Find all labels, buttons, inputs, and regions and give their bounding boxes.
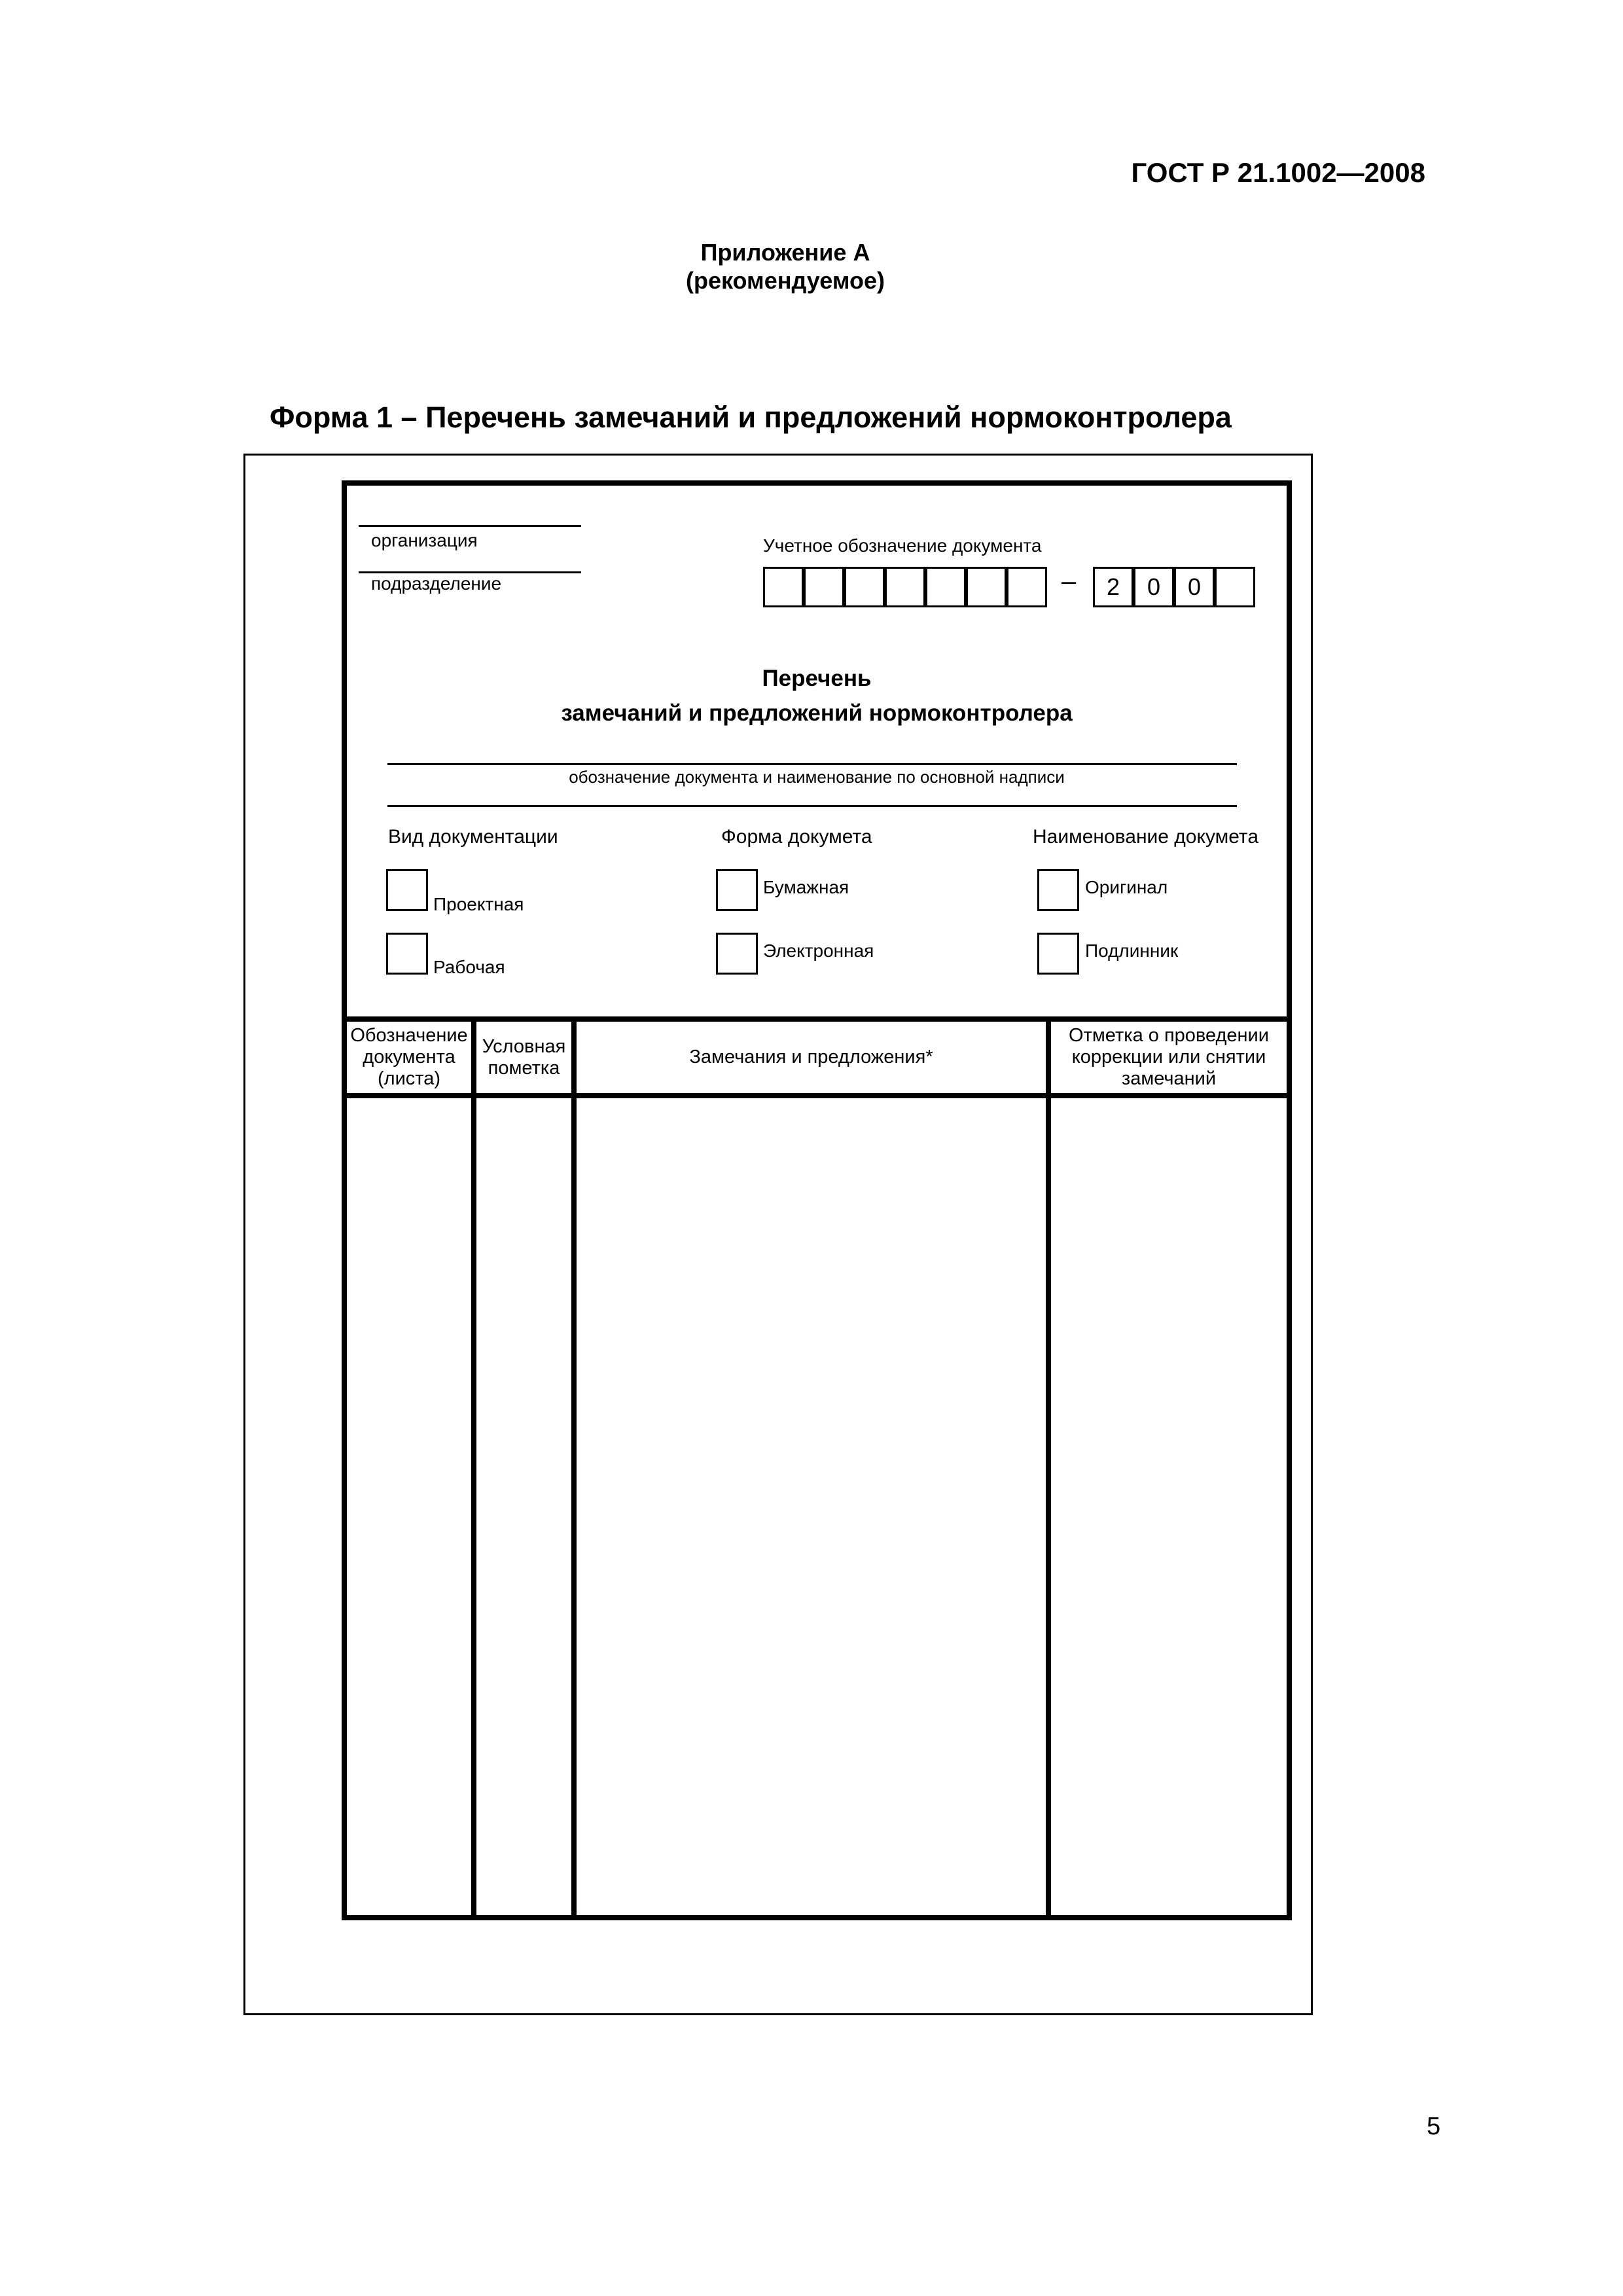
doc-designation-line-2 [387, 805, 1237, 807]
option-proektnaya: Проектная [433, 894, 524, 914]
table-col-divider-2 [571, 1016, 577, 1920]
code-dash: – [1061, 567, 1077, 596]
doc-designation-line [387, 763, 1237, 765]
form-title: Форма 1 – Перечень замечаний и предложений нормоконтролера [270, 401, 1232, 434]
checkbox-original[interactable] [1037, 869, 1079, 911]
doc-code-cell[interactable] [885, 567, 925, 607]
checkbox-podlinnik[interactable] [1037, 933, 1079, 975]
doc-code-cell[interactable] [925, 567, 966, 607]
annex-title: Приложение А [700, 239, 870, 266]
checkbox-rabochaya[interactable] [386, 933, 428, 975]
doc-code-cell[interactable] [1007, 567, 1047, 607]
group-doc-form-heading: Форма докумета [721, 826, 872, 848]
column-header-correction: Отметка о проведении коррекции или снятии замечаний [1069, 1025, 1269, 1089]
option-podlinnik: Подлинник [1085, 941, 1179, 961]
year-cell[interactable]: 2 [1093, 567, 1133, 607]
group-doc-type-heading: Вид документации [388, 826, 558, 848]
column-header-mark: Условная пометка [482, 1035, 566, 1079]
doc-code-cell[interactable] [966, 567, 1007, 607]
year-cell[interactable] [1215, 567, 1255, 607]
group-doc-name-heading: Наименование докумета [1033, 826, 1259, 848]
option-original: Оригинал [1085, 877, 1168, 897]
standard-number: ГОСТ Р 21.1002—2008 [1131, 157, 1425, 188]
org-line [359, 525, 581, 527]
doc-designation-caption: обозначение документа и наименование по основной надписи [569, 767, 1065, 787]
option-paper: Бумажная [763, 877, 849, 897]
doc-code-cell[interactable] [804, 567, 844, 607]
year-cell[interactable]: 0 [1174, 567, 1215, 607]
column-header-designation: Обозначение документа (листа) [350, 1025, 468, 1089]
table-top-border [342, 1016, 1292, 1022]
page-number: 5 [1427, 2113, 1441, 2140]
list-title-line2: замечаний и предложений нормоконтролера [561, 700, 1073, 726]
option-electronic: Электронная [763, 941, 874, 961]
list-title-line1: Перечень [762, 666, 872, 691]
checkbox-proektnaya[interactable] [386, 869, 428, 911]
checkbox-electronic[interactable] [716, 933, 758, 975]
table-col-divider-3 [1046, 1016, 1051, 1920]
table-header-bottom-border [342, 1093, 1292, 1098]
doc-code-cell[interactable] [844, 567, 885, 607]
subdivision-label: подразделение [371, 573, 502, 594]
option-rabochaya: Рабочая [433, 957, 505, 977]
column-header-remarks: Замечания и предложения* [689, 1047, 933, 1067]
year-cell[interactable]: 0 [1133, 567, 1174, 607]
annex-subtitle: (рекомендуемое) [686, 267, 885, 294]
doc-code-cell[interactable] [763, 567, 804, 607]
doc-code-label: Учетное обозначение документа [763, 535, 1042, 556]
checkbox-paper[interactable] [716, 869, 758, 911]
form-frame [342, 480, 1292, 1920]
org-label: организация [371, 530, 478, 550]
table-col-divider-1 [471, 1016, 476, 1920]
